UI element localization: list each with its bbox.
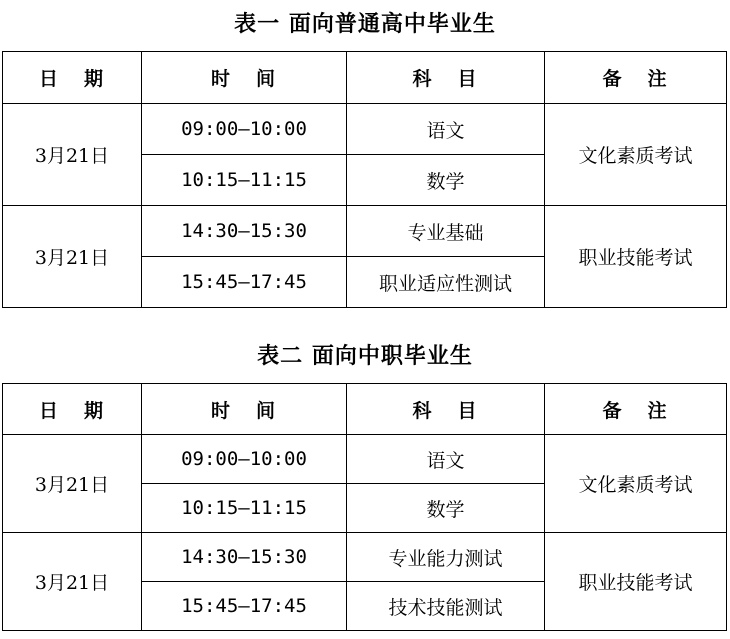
header-subject: 科 目 [347,52,545,104]
subject-cell: 数学 [347,484,545,533]
table2-header-row [3,384,727,435]
header-subject: 科 目 [347,384,545,435]
subject-cell: 专业能力测试 [347,533,545,582]
header-time: 时 间 [142,52,347,104]
date-cell: 3月21日 [3,206,142,308]
date-cell: 3月21日 [3,435,142,533]
table1-title: 表一 面向普通高中毕业生 [234,11,496,37]
table2-title: 表二 面向中职毕业生 [257,343,473,369]
time-cell: 15:45—17:45 [142,257,347,308]
header-time: 时 间 [142,384,347,435]
subject-cell: 语文 [347,435,545,484]
time-cell: 14:30—15:30 [142,206,347,257]
header-note: 备 注 [545,52,727,104]
subject-cell: 专业基础 [347,206,545,257]
time-cell: 09:00—10:00 [142,104,347,155]
date-cell: 3月21日 [3,104,142,206]
time-cell: 09:00—10:00 [142,435,347,484]
table-row [3,533,727,582]
table-row [3,104,727,155]
table1-schedule [2,51,727,308]
subject-cell: 数学 [347,155,545,206]
table1-header-row [3,52,727,104]
subject-cell: 语文 [347,104,545,155]
table2-schedule [2,383,727,631]
table-row [3,435,727,484]
time-cell: 15:45—17:45 [142,582,347,631]
subject-cell: 技术技能测试 [347,582,545,631]
header-note: 备 注 [545,384,727,435]
table-row [3,206,727,257]
note-cell: 文化素质考试 [545,435,727,533]
note-cell: 职业技能考试 [545,206,727,308]
note-cell: 职业技能考试 [545,533,727,631]
header-date: 日 期 [3,52,142,104]
time-cell: 14:30—15:30 [142,533,347,582]
note-cell: 文化素质考试 [545,104,727,206]
date-cell: 3月21日 [3,533,142,631]
time-cell: 10:15—11:15 [142,155,347,206]
subject-cell: 职业适应性测试 [347,257,545,308]
header-date: 日 期 [3,384,142,435]
time-cell: 10:15—11:15 [142,484,347,533]
